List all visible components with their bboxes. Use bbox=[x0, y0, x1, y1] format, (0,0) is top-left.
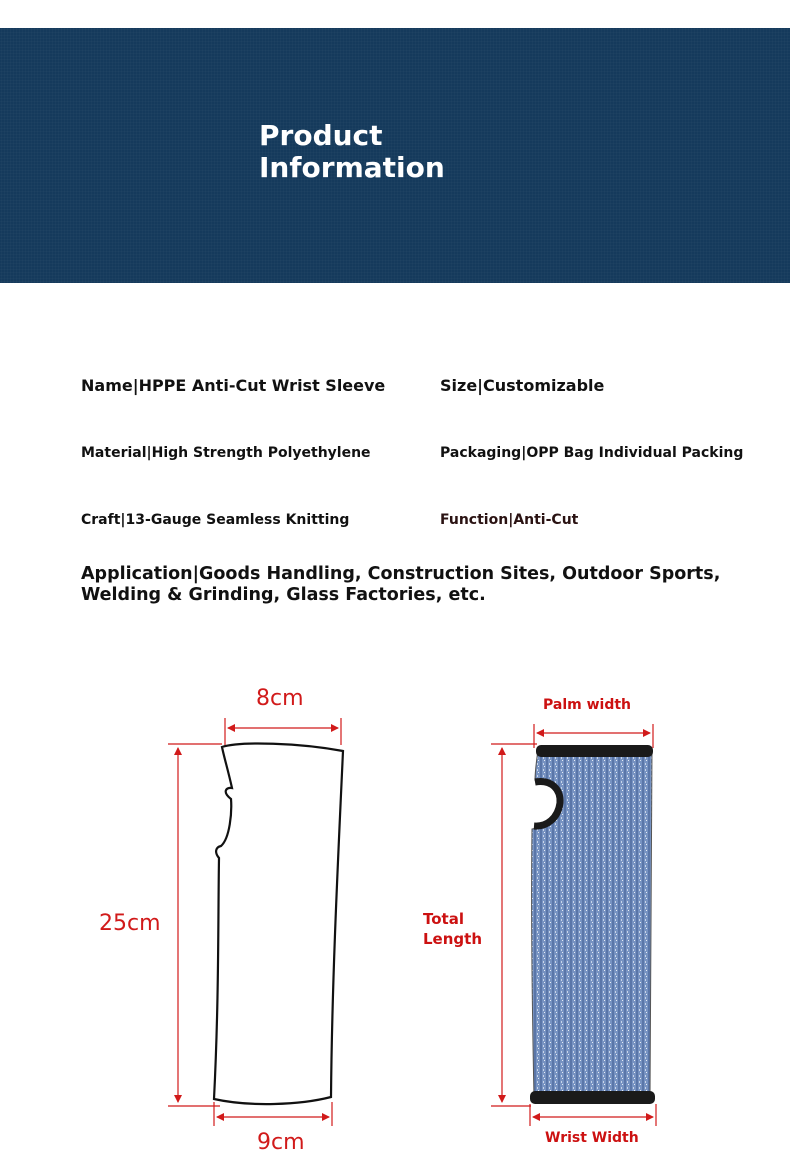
spec-material-sep: | bbox=[146, 445, 152, 461]
spec-material-value: High Strength Polyethylene bbox=[151, 445, 371, 461]
bottom-width-label: 9cm bbox=[257, 1130, 305, 1155]
spec-name-sep: | bbox=[132, 376, 139, 395]
total-length-label-line2: Length bbox=[423, 930, 482, 948]
page-title-line1: Product bbox=[259, 119, 383, 152]
spec-packaging-key: Packaging bbox=[440, 445, 522, 461]
sleeve-product-image bbox=[530, 745, 655, 1104]
spec-application-key: Application bbox=[81, 564, 193, 584]
spec-function-value: Anti-Cut bbox=[513, 512, 579, 528]
spec-size-sep: | bbox=[477, 376, 484, 395]
spec-craft-key: Craft bbox=[81, 512, 121, 528]
sleeve-outline bbox=[214, 744, 343, 1105]
sleeve-outline-drawing bbox=[214, 744, 343, 1105]
total-length-label-line1: Total bbox=[423, 910, 464, 928]
length-label: 25cm bbox=[99, 911, 161, 936]
page-title-line2: Information bbox=[259, 151, 445, 184]
spec-material-key: Material bbox=[81, 445, 147, 461]
spec-packaging-value: OPP Bag Individual Packing bbox=[526, 445, 744, 461]
total-length-label bbox=[423, 909, 482, 949]
wrist-width-label: Wrist Width bbox=[545, 1130, 639, 1146]
top-width-label: 8cm bbox=[256, 686, 304, 711]
spec-application-value: Goods Handling, Construction Sites, Outdoor Sports, Welding & Grinding, Glass Factories, etc. bbox=[81, 564, 721, 605]
spec-craft-value: 13-Gauge Seamless Knitting bbox=[125, 512, 350, 528]
spec-application-sep: | bbox=[192, 564, 200, 584]
spec-size-key: Size bbox=[440, 376, 478, 395]
spec-name-value: HPPE Anti-Cut Wrist Sleeve bbox=[138, 376, 386, 395]
spec-name-key: Name bbox=[81, 376, 133, 395]
spec-craft-sep: | bbox=[120, 512, 126, 528]
spec-function-key: Function bbox=[440, 512, 509, 528]
palm-width-label: Palm width bbox=[543, 697, 632, 713]
spec-function-sep: | bbox=[508, 512, 514, 528]
spec-size-value: Customizable bbox=[483, 376, 605, 395]
spec-packaging-sep: | bbox=[521, 445, 527, 461]
